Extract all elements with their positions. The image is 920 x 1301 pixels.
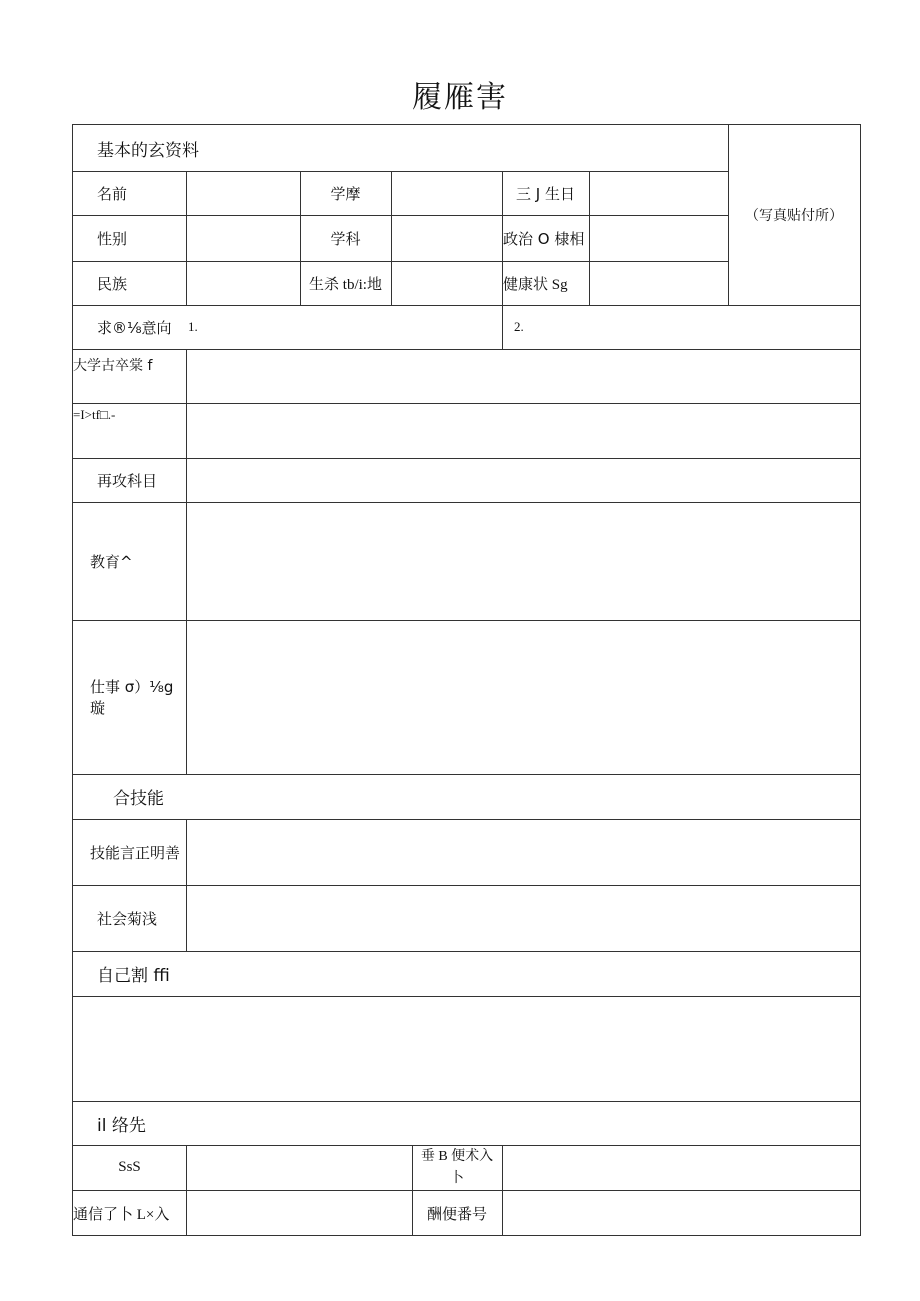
second-label: =I>tf□.- bbox=[73, 407, 116, 422]
name-label: 名前 bbox=[97, 184, 128, 203]
resume-form bbox=[72, 124, 861, 1236]
postal-code-label: 酬便番号 bbox=[426, 1204, 487, 1223]
postal-code-field[interactable] bbox=[502, 1190, 860, 1236]
major-label: 学科 bbox=[330, 229, 361, 248]
political-label: 政治 O 棣相 bbox=[503, 229, 585, 248]
work-history-field[interactable] bbox=[186, 620, 860, 774]
retake-subjects-field[interactable] bbox=[186, 458, 860, 502]
birthplace-field[interactable] bbox=[391, 261, 502, 305]
basic-info-header: 基本的玄资料 bbox=[97, 140, 199, 161]
job-intention-item-1[interactable]: 1. bbox=[188, 319, 198, 334]
ethnicity-field[interactable] bbox=[186, 261, 300, 305]
contact-label-1: SsS bbox=[118, 1159, 141, 1175]
social-experience-field[interactable] bbox=[186, 885, 860, 951]
skills-header: 合技能 bbox=[113, 789, 164, 809]
name-field[interactable] bbox=[186, 171, 300, 215]
ethnicity-label: 民族 bbox=[97, 274, 128, 293]
contact-label-2: 垂 B 便术入卜 bbox=[420, 1148, 494, 1186]
birthday-field[interactable] bbox=[589, 171, 728, 215]
health-field[interactable] bbox=[589, 261, 728, 305]
social-experience-label: 社会菊浅 bbox=[97, 909, 158, 928]
photo-placeholder: （写真贴付所） bbox=[745, 208, 843, 224]
work-history-label: 仕事 σ）⅛g 璇 bbox=[90, 678, 174, 717]
gender-label: 性别 bbox=[97, 229, 128, 248]
second-field[interactable] bbox=[186, 403, 860, 458]
retake-subjects-label: 再攻科目 bbox=[97, 471, 158, 490]
birthplace-label: 生杀 tb/i:地 bbox=[309, 276, 382, 293]
job-intention-label: 求®⅛意向 bbox=[97, 318, 172, 337]
gender-field[interactable] bbox=[186, 215, 300, 261]
self-pr-field[interactable] bbox=[73, 996, 860, 1101]
document-title: 履雁害 bbox=[412, 80, 508, 115]
certification-field[interactable] bbox=[186, 819, 860, 885]
certification-label: 技能言正明善 bbox=[90, 843, 181, 862]
contact-label-3: 通信了卜 L×入 bbox=[73, 1206, 170, 1223]
education-label: 教育^ bbox=[90, 552, 133, 571]
contact-field-1[interactable] bbox=[186, 1145, 412, 1190]
birthday-label: 三 J 生日 bbox=[516, 184, 575, 203]
school-label: 学摩 bbox=[330, 184, 361, 203]
contact-field-2[interactable] bbox=[502, 1145, 860, 1190]
university-label: 大学古卒棠 f bbox=[73, 358, 153, 374]
major-field[interactable] bbox=[391, 215, 502, 261]
contact-field-3[interactable] bbox=[186, 1190, 412, 1236]
self-pr-header: 自己割 ffi bbox=[97, 966, 170, 986]
contact-header: il 络先 bbox=[97, 1115, 146, 1136]
education-field[interactable] bbox=[186, 502, 860, 620]
university-field[interactable] bbox=[186, 349, 860, 403]
job-intention-item-2[interactable]: 2. bbox=[514, 319, 524, 334]
political-field[interactable] bbox=[589, 215, 728, 261]
health-label: 健康状 Sg bbox=[503, 276, 568, 293]
school-field[interactable] bbox=[391, 171, 502, 215]
